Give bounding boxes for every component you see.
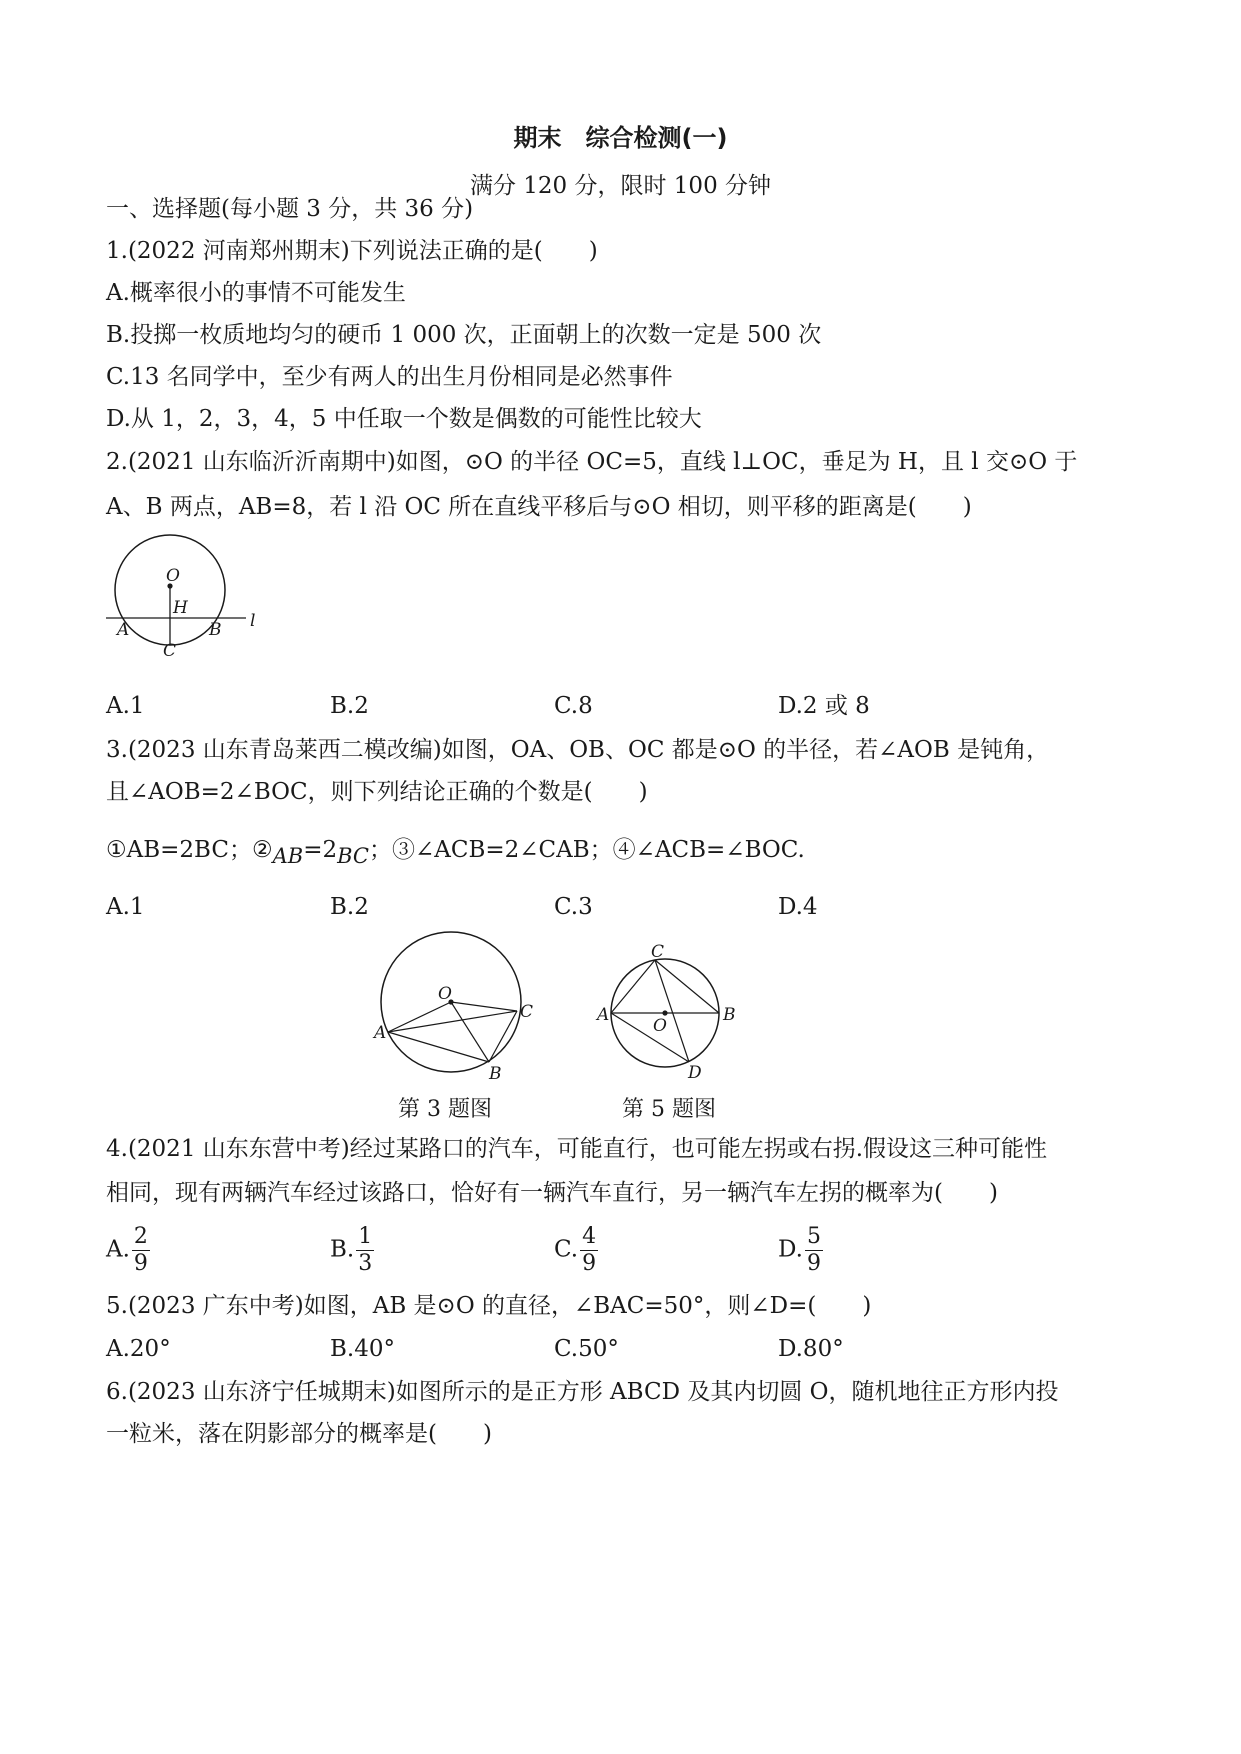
q4-option-b: B. $\frac{1}{3}$	[330, 1224, 373, 1276]
q3-option-a: A.1	[106, 894, 145, 920]
fig3-caption: 第 3 题图	[398, 1097, 492, 1122]
q1-stem: 1.(2022 河南郑州期末)下列说法正确的是( )	[106, 238, 598, 264]
q1-option-b: B.投掷一枚质地均匀的硬币 1 000 次，正面朝上的次数一定是 500 次	[106, 322, 822, 348]
q3-chord-ab	[388, 1032, 489, 1062]
q3-label-o: O	[438, 984, 452, 1004]
q5-label-a: A	[597, 1005, 610, 1025]
q4-option-d: D. $\frac{5}{9}$	[778, 1224, 821, 1276]
q5-option-b: B.40°	[330, 1336, 395, 1362]
q4-stem-line2: 相同，现有两辆汽车经过该路口，恰好有一辆汽车直行，另一辆汽车左拐的概率为( )	[106, 1180, 998, 1206]
q5-option-c: C.50°	[554, 1336, 619, 1362]
q2-label-c: C	[163, 641, 177, 661]
q1-option-c: C.13 名同学中，至少有两人的出生月份相同是必然事件	[106, 364, 673, 390]
page-subtitle: 满分 120 分，限时 100 分钟	[469, 173, 772, 199]
q5-chord-cd	[655, 960, 689, 1062]
q2-figure	[100, 528, 270, 668]
q3-label-a: A	[374, 1023, 387, 1043]
q3-stem-line1: 3.(2023 山东青岛莱西二模改编)如图，OA、OB、OC 都是⊙O 的半径，若∠AOB 是钝角，	[106, 737, 1050, 763]
q5-figure	[593, 940, 743, 1085]
q2-option-c: C.8	[554, 693, 593, 719]
q2-label-h: H	[173, 598, 188, 618]
q3-figure	[364, 925, 544, 1085]
q3-radius-oa	[388, 1002, 451, 1032]
q3-statements	[106, 835, 805, 868]
q5-stem: 5.(2023 广东中考)如图，AB 是⊙O 的直径，∠BAC=50°，则∠D=( )	[106, 1293, 872, 1319]
q6-stem-line2: 一粒米，落在阴影部分的概率是( )	[106, 1421, 492, 1447]
q1-option-d: D.从 1，2，3，4，5 中任取一个数是偶数的可能性比较大	[106, 406, 702, 432]
q4-stem-line1: 4.(2021 山东东营中考)经过某路口的汽车，可能直行，也可能左拐或右拐.假设这三种可能性	[106, 1136, 1048, 1162]
q2-label-l: l	[250, 611, 256, 631]
q3-chord-bc	[489, 1011, 517, 1062]
q3-radius-oc	[451, 1002, 517, 1011]
q2-option-a: A.1	[106, 693, 145, 719]
q2-option-b: B.2	[330, 693, 369, 719]
q3-arc-ab: AB	[272, 844, 304, 868]
q4-option-a: A. $\frac{2}{9}$	[106, 1224, 148, 1276]
q3-statements-part2: =2	[303, 837, 338, 863]
fig5-caption: 第 5 题图	[622, 1097, 716, 1122]
q5-label-o: O	[653, 1016, 667, 1036]
q2-option-d: D.2 或 8	[778, 693, 870, 719]
q5-center-dot	[662, 1010, 667, 1015]
q3-option-d: D.4	[778, 894, 818, 920]
q2-stem-line2: A、B 两点，AB=8，若 l 沿 OC 所在直线平移后与⊙O 相切，则平移的距离是( )	[106, 494, 972, 520]
q2-label-o: O	[166, 566, 180, 586]
q3-label-b: B	[489, 1064, 502, 1084]
q3-stem-line2: 且∠AOB=2∠BOC，则下列结论正确的个数是( )	[106, 779, 648, 805]
q2-label-b: B	[209, 620, 222, 640]
q3-statements-part1: ①AB=2BC；②	[106, 837, 273, 863]
q3-statements-part3: ；③∠ACB=2∠CAB；④∠ACB=∠BOC.	[369, 837, 805, 863]
q5-option-a: A.20°	[106, 1336, 171, 1362]
q3-label-c: C	[520, 1002, 534, 1022]
q4-option-c: C. $\frac{4}{9}$	[554, 1224, 597, 1276]
q5-chord-ad	[611, 1013, 689, 1062]
q3-option-c: C.3	[554, 894, 593, 920]
page-title: 期末 综合检测(一)	[513, 124, 728, 152]
q3-arc-bc: BC	[337, 844, 369, 868]
q5-label-c: C	[651, 942, 665, 962]
q3-chord-ac	[388, 1011, 517, 1032]
q5-option-d: D.80°	[778, 1336, 844, 1362]
section-heading: 一、选择题(每小题 3 分，共 36 分)	[106, 196, 474, 222]
q5-chord-cb	[655, 960, 719, 1013]
q3-option-b: B.2	[330, 894, 369, 920]
q1-option-a: A.概率很小的事情不可能发生	[106, 280, 406, 306]
q2-stem-line1: 2.(2021 山东临沂沂南期中)如图，⊙O 的半径 OC=5，直线 l⊥OC，垂足为 H，且 l 交⊙O 于	[106, 449, 1078, 475]
q2-label-a: A	[117, 620, 130, 640]
q5-label-b: B	[723, 1005, 736, 1025]
q6-stem-line1: 6.(2023 山东济宁任城期末)如图所示的是正方形 ABCD 及其内切圆 O，随机地往正方形内投	[106, 1379, 1059, 1405]
q5-label-d: D	[688, 1063, 702, 1083]
